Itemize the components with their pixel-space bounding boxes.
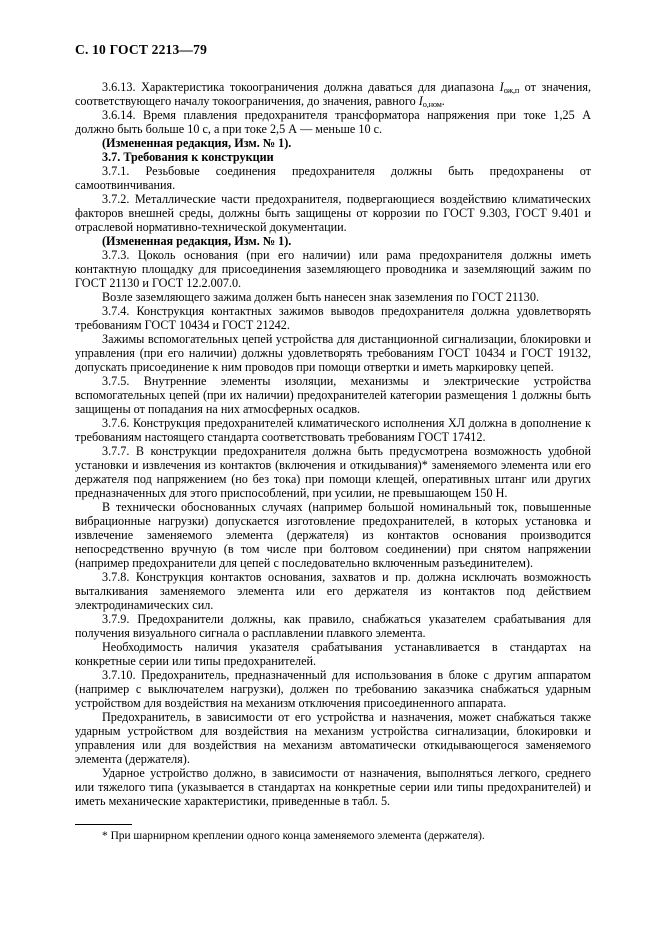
subscript-nominal-current: о,ном [422,100,442,109]
clause-3-7-3-continued: Возле заземляющего зажима должен быть нанесен знак заземления по ГОСТ 21130. [102,290,539,304]
clause-3-7-10-impact-device: Ударное устройство должно, в зависимости от назначения, выполняться легкого, среднего или тяжелого типа (указывается в стандартах на конкретные серии или типы предохранителей) и иметь механические характеристики, приведенные в табл. 5. [75,766,591,808]
clause-3-7-5: 3.7.5. Внутренние элементы изоляции, механизмы и электрические устройства вспомогательных цепей (при их наличии) предохранителей категории размещения 1 должны быть защищены от попадания на них атмосферных осадков. [75,374,591,416]
clause-3-7-10: 3.7.10. Предохранитель, предназначенный для использования в блоке с другим аппаратом (например с выключателем нагрузки), должен по требованию заказчика снабжаться ударным устройством для воздействия на механизм отключения присоединенного аппарата. [75,668,591,710]
clause-3-7-7-continued: В технически обоснованных случаях (например большой номинальный ток, повышенные вибрационные нагрузки) допускается изготовление предохранителей, в которых установка и извлечение заменяемого элемента (держателя) из контактов основания производится непосредственно вручную (в том числе при болтовом соединении) при снятом напряжении (например предохранители для цепей с последовательно включенным разъединителем). [75,500,591,570]
footnote-body: При шарнирном креплении одного конца заменяемого элемента (держателя). [110,830,485,842]
subscript-expected-current: ож,п [503,86,520,95]
clause-3-7-1: 3.7.1. Резьбовые соединения предохранителя должны быть предохранены от самоотвинчивания. [75,164,591,192]
section-heading-3-7: 3.7. Требования к конструкции [102,150,274,164]
symbol-expected-current: I [499,80,504,94]
clause-text: от значения, соответствующего началу токоограничения, до значения, равного [75,80,591,108]
footnote-text [75,830,591,844]
clause-3-7-6: 3.7.6. Конструкция предохранителей климатического исполнения ХЛ должна в дополнение к требованиям настоящего стандарта соответствовать требованиям ГОСТ 17412. [75,416,591,444]
clause-text: 3.6.13. Характеристика токоограничения должна даваться для диапазона [102,80,500,94]
clause-text: . [441,94,445,108]
amended-edition-note-2: (Измененная редакция, Изм. № 1). [102,234,292,248]
clause-3-6-13 [75,80,591,108]
clause-3-7-10-continued: Предохранитель, в зависимости от его устройства и назначения, может снабжаться также ударным устройством для воздействия на механизм устройства сигнализации, блокировки и управления или для воздействия на механизм автоматически откидывающегося заменяемого элемента (держателя). [75,710,591,766]
symbol-nominal-current: I [418,94,423,108]
footnote-divider [75,824,132,825]
clause-3-6-14: 3.6.14. Время плавления предохранителя трансформатора напряжения при токе 1,25 А должно быть больше 10 с, а при токе 2,5 А — меньше 10 с. [75,108,591,136]
footnote [75,824,591,844]
clause-3-7-4-continued: Зажимы вспомогательных цепей устройства для дистанционной сигнализации, блокировки и управления (при его наличии) должны удовлетворять требованиям ГОСТ 10434 и ГОСТ 19132, допускать присоединение к ним проводов при помощи отвертки и иметь маркировку цепей. [75,332,591,374]
clause-3-7-3: 3.7.3. Цоколь основания (при его наличии) или рама предохранителя должны иметь контактную площадку для присоединения заземляющего проводника и заземляющий зажим по ГОСТ 21130 и ГОСТ 12.2.007.0. [75,248,591,290]
clause-3-7-7: 3.7.7. В конструкции предохранителя должна быть предусмотрена возможность удобной установки и извлечения из контактов (включения и откидывания)* заменяемого элемента или его держателя под напряжением (но без тока) при помощи клещей, оперативных штанг или других предназначенных для этого приспособлений, при усилии, не превышающем 150 Н. [75,444,591,500]
amended-edition-note-1: (Измененная редакция, Изм. № 1). [102,136,292,150]
clause-3-7-9-continued: Необходимость наличия указателя срабатывания устанавливается в стандартах на конкретные серии или типы предохранителей. [75,640,591,668]
page-header: С. 10 ГОСТ 2213—79 [75,42,208,57]
clause-3-7-4: 3.7.4. Конструкция контактных зажимов выводов предохранителя должна удовлетворять требованиям ГОСТ 10434 и ГОСТ 21242. [75,304,591,332]
clause-3-7-8: 3.7.8. Конструкция контактов основания, захватов и пр. должна исключать возможность выталкивания заменяемого элемента или его держателя из контактов под действием электродинамических сил. [75,570,591,612]
document-body [75,80,591,808]
clause-3-7-2: 3.7.2. Металлические части предохранителя, подвергающиеся воздействию климатических факторов внешней среды, должны быть защищены от коррозии по ГОСТ 9.303, ГОСТ 9.401 и отраслевой нормативно-технической документации. [75,192,591,234]
clause-3-7-9: 3.7.9. Предохранители должны, как правило, снабжаться указателем срабатывания для получения визуального сигнала о расплавлении плавкого элемента. [75,612,591,640]
footnote-marker: * [102,830,108,842]
